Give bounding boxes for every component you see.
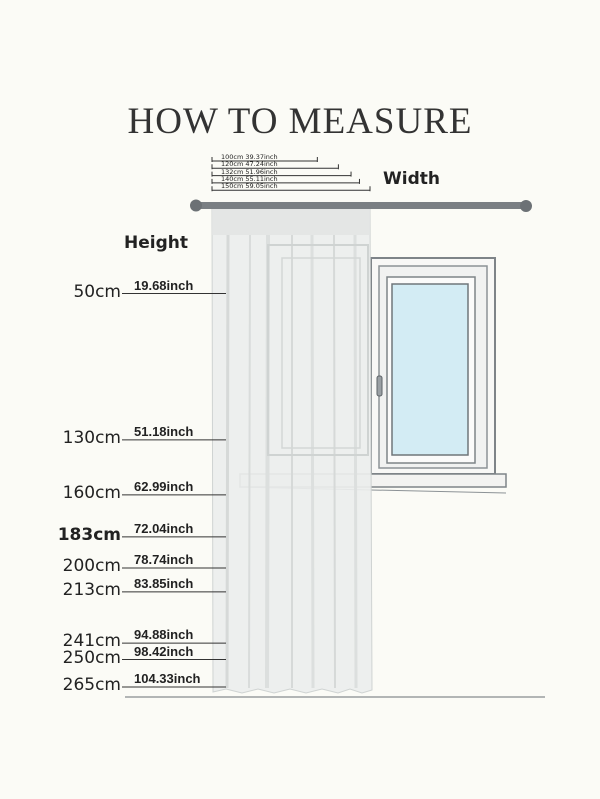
height-cm-label-241: 241cm bbox=[62, 631, 121, 652]
height-cm-label-50: 50cm bbox=[73, 281, 121, 302]
page-title: HOW TO MEASURE bbox=[127, 101, 473, 142]
height-inch-label-200: 78.74inch bbox=[134, 552, 194, 568]
curtain-fold bbox=[334, 235, 335, 688]
width-label-150: 150cm 59.05inch bbox=[221, 182, 278, 191]
window-glass bbox=[392, 284, 468, 455]
width-label-140: 140cm 55.11inch bbox=[221, 174, 278, 183]
height-inch-label-241: 94.88inch bbox=[134, 627, 194, 643]
curtain-fold bbox=[355, 235, 356, 688]
height-inch-label-213: 83.85inch bbox=[134, 575, 194, 591]
height-cm-label-200: 200cm bbox=[62, 556, 121, 577]
rod-bar bbox=[196, 202, 526, 209]
curtain-fold bbox=[312, 235, 313, 688]
width-label-120: 120cm 47.24inch bbox=[221, 160, 278, 169]
height-cm-label-265: 265cm bbox=[62, 675, 121, 695]
height-inch-label-250: 98.42inch bbox=[134, 643, 194, 659]
height-cm-label-250: 250cm bbox=[62, 647, 121, 668]
window-handle bbox=[377, 376, 382, 396]
width-label-100: 100cm 39.37inch bbox=[221, 153, 278, 161]
height-inch-label-183: 72.04inch bbox=[134, 520, 194, 536]
rod-finial-left bbox=[190, 200, 202, 212]
curtain-header bbox=[212, 205, 370, 235]
curtain bbox=[212, 205, 372, 693]
height-cm-label-183: 183cm bbox=[57, 524, 121, 545]
height-cm-label-213: 213cm bbox=[62, 579, 121, 600]
width-heading: Width bbox=[383, 169, 440, 189]
height-cm-label-160: 160cm bbox=[62, 482, 121, 503]
height-inch-label-130: 51.18inch bbox=[134, 423, 194, 439]
height-inch-label-265: 104.33inch bbox=[134, 671, 201, 686]
curtain-fold bbox=[227, 235, 228, 688]
rod-finial-right bbox=[520, 200, 532, 212]
width-label-132: 132cm 51.96inch bbox=[221, 167, 278, 176]
height-heading: Height bbox=[124, 233, 188, 253]
height-inch-label-160: 62.99inch bbox=[134, 478, 194, 494]
height-cm-label-130: 130cm bbox=[62, 427, 121, 448]
height-inch-label-50: 19.68inch bbox=[134, 277, 194, 293]
curtain-fold bbox=[249, 235, 250, 688]
